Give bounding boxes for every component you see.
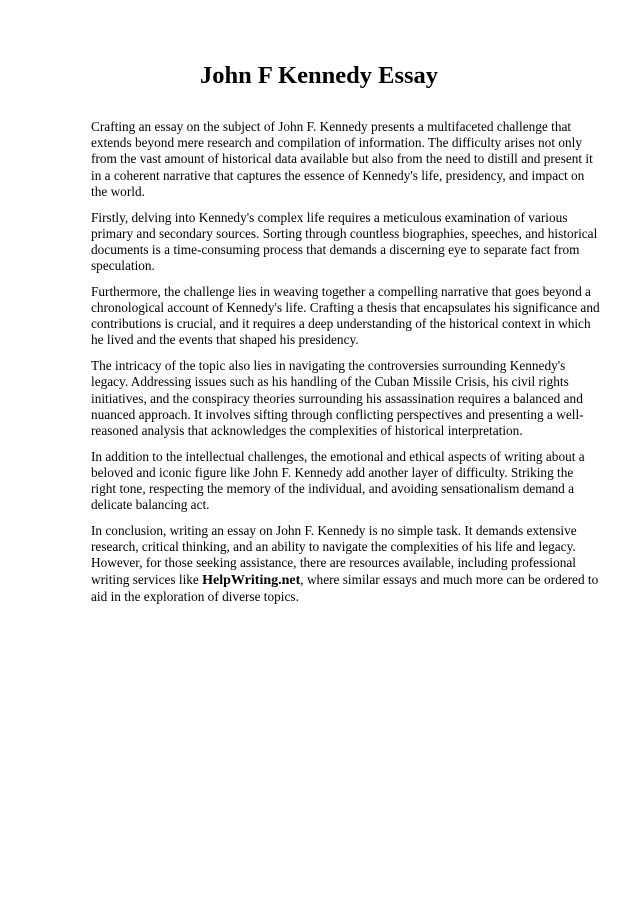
paragraph-conclusion [91,523,601,605]
conclusion-text-after: , where similar essays and much more can be ordered to aid in the exploration of diverse topics. [91,571,599,604]
paragraph-firstly: Firstly, delving into Kennedy's complex life requires a meticulous examination of various primary and secondary sources. Sorting through countless biographies, speeches, and historical documents is a time-consuming process that demands a discerning eye to separate fact from speculation. [91,209,598,274]
paragraph-intricacy: The intricacy of the topic also lies in navigating the controversies surrounding Kennedy's legacy. Addressing issues such as his handling of the Cuban Missile Crisis, his civil rights initiatives, and the conspiracy theories surrounding his assassination requires a balanced and nuanced approach. It involves sifting through conflicting perspectives and presenting a well-reasoned analysis that acknowledges the complexities of historical interpretation. [91,358,584,438]
page-title: John F Kennedy Essay [199,62,439,89]
paragraph-intro: Crafting an essay on the subject of John F. Kennedy presents a multifaceted challenge that extends beyond mere research and compilation of information. The difficulty arises not only from the vast amount of historical data available but also from the need to distill and present it in a coherent narrative that captures the essence of Kennedy's life, presidency, and impact on the world. [91,119,593,199]
conclusion-text-before: In conclusion, writing an essay on John F. Kennedy is no simple task. It demands extensive research, critical thinking, and an ability to navigate the complexities of his life and legacy. However, for those seeking assistance, there are resources available, including professional writing services like [91,522,577,587]
paragraph-emotional: In addition to the intellectual challenges, the emotional and ethical aspects of writing about a beloved and iconic figure like John F. Kennedy add another layer of difficulty. Striking the right tone, respecting the memory of the individual, and avoiding sensationalism demand a delicate balancing act. [91,448,585,513]
brand-name: HelpWriting.net [202,572,301,588]
essay-body [91,119,601,614]
paragraph-furthermore: Furthermore, the challenge lies in weaving together a compelling narrative that goes beyond a chronological account of Kennedy's life. Crafting a thesis that encapsulates his significance and contributions is crucial, and it requires a deep understanding of the historical context in which he lived and the events that shaped his presidency. [91,283,600,348]
